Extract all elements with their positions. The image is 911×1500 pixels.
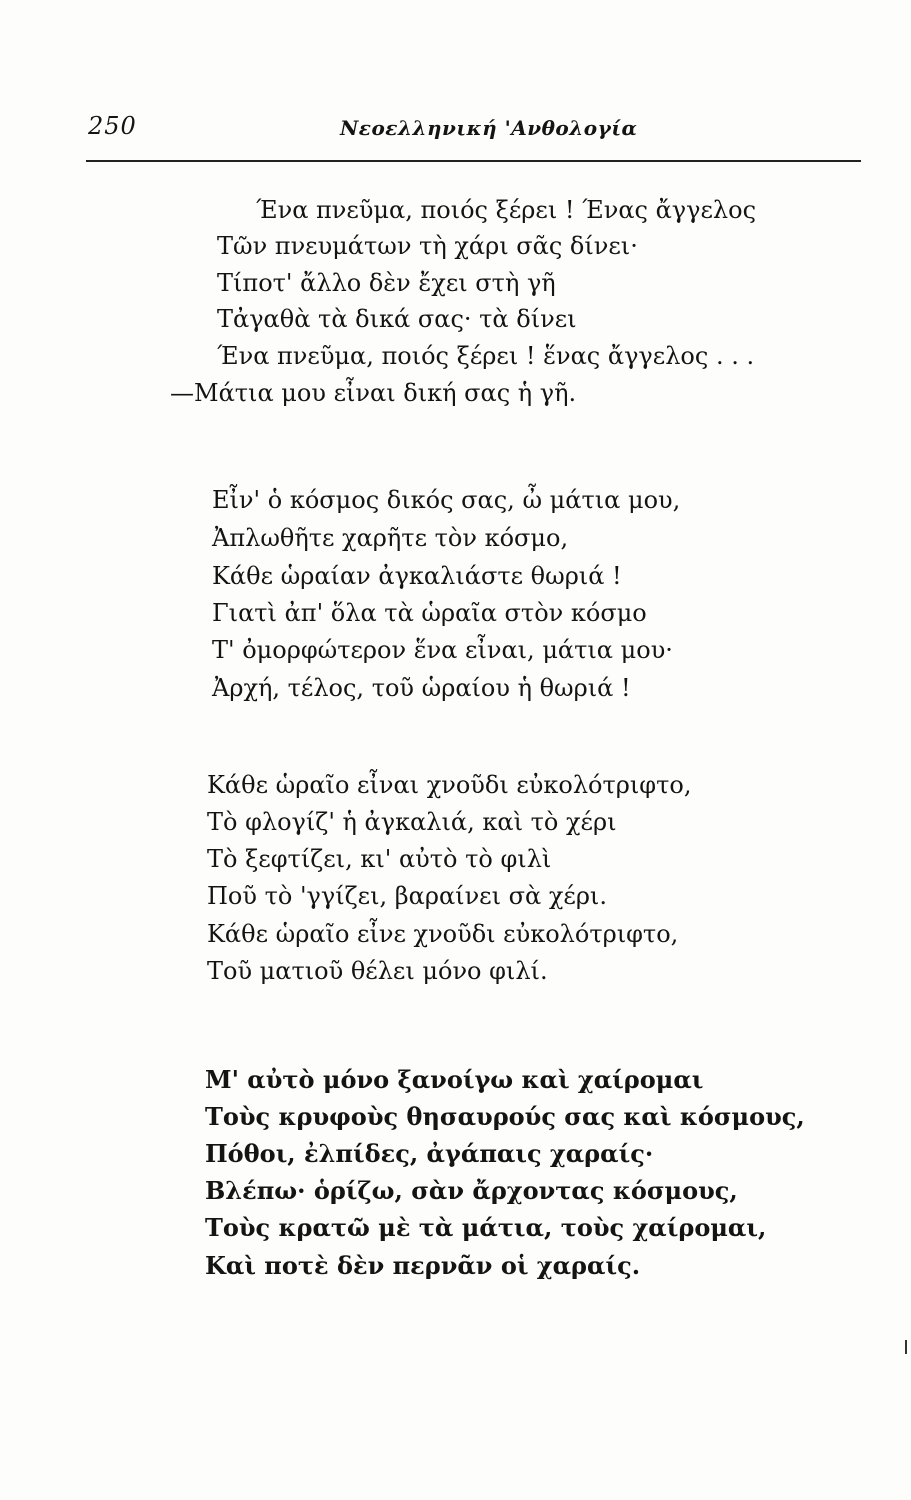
poem-line: Τοῦ ματιοῦ θέλει μόνο φιλί. [207, 957, 548, 985]
poem-line: Καὶ ποτὲ δὲν περνᾶν οἱ χαραίς. [205, 1251, 641, 1280]
poem-line: Κάθε ὡραίαν ἀγκαλιάστε θωριά ! [212, 562, 622, 590]
poem-line: Ποῦ τὸ 'γγίζει, βαραίνει σὰ χέρι. [207, 882, 607, 910]
poem-line: Τῶν πνευμάτων τὴ χάρι σᾶς δίνει· [217, 232, 638, 260]
poem-line: —Μάτια μου εἶναι δική σας ἡ γῆ. [170, 379, 577, 407]
poem-line: Τὸ φλογίζ' ἡ ἀγκαλιά, καὶ τὸ χέρι [207, 808, 617, 836]
poem-line: Βλέπω· ὁρίζω, σὰν ἄρχοντας κόσμους, [205, 1176, 738, 1205]
page-edge-mark [905, 1340, 907, 1354]
poem-line: Τοὺς κρατῶ μὲ τὰ μάτια, τοὺς χαίρομαι, [205, 1213, 767, 1242]
poem-line: Τὸ ξεφτίζει, κι' αὐτὸ τὸ φιλὶ [207, 845, 552, 873]
poem-line: Τοὺς κρυφοὺς θησαυρούς σας καὶ κόσμους, [205, 1102, 805, 1131]
poem-line: Ἀπλωθῆτε χαρῆτε τὸν κόσμο, [212, 524, 569, 552]
header-rule [86, 160, 861, 162]
poem-line: Κάθε ὡραῖο εἶνε χνοῦδι εὐκολότριφτο, [207, 920, 679, 948]
poem-line: Ένα πνεῦμα, ποιός ξέρει ! ἕνας ἄγγελος . . . [217, 342, 755, 370]
poem-line: Τ' ὀμορφώτερον ἕνα εἶναι, μάτια μου· [212, 636, 673, 664]
poem-line: Μ' αὐτὸ μόνο ξανοίγω καὶ χαίρομαι [205, 1065, 704, 1094]
poem-line: Γιατὶ ἀπ' ὅλα τὰ ὡραῖα στὸν κόσμο [212, 599, 647, 627]
page-number: 250 [88, 112, 137, 140]
running-title: Νεοελληνική 'Ανθολογία [340, 116, 638, 140]
poem-line: Εἶν' ὁ κόσμος δικός σας, ὦ μάτια μου, [212, 486, 681, 514]
poem-line: Τίποτ' ἄλλο δὲν ἔχει στὴ γῆ [217, 269, 556, 297]
poem-line: Ένα πνεῦμα, ποιός ξέρει ! Ένας ἄγγελος [256, 196, 757, 224]
poem-line: Πόθοι, ἐλπίδες, ἀγάπαις χαραίς· [205, 1139, 654, 1168]
poem-line: Ἀρχή, τέλος, τοῦ ὡραίου ἡ θωριά ! [212, 674, 631, 702]
poem-line: Τἀγαθὰ τὰ δικά σας· τὰ δίνει [217, 305, 577, 333]
poem-line: Κάθε ὡραῖο εἶναι χνοῦδι εὐκολότριφτο, [207, 771, 692, 799]
